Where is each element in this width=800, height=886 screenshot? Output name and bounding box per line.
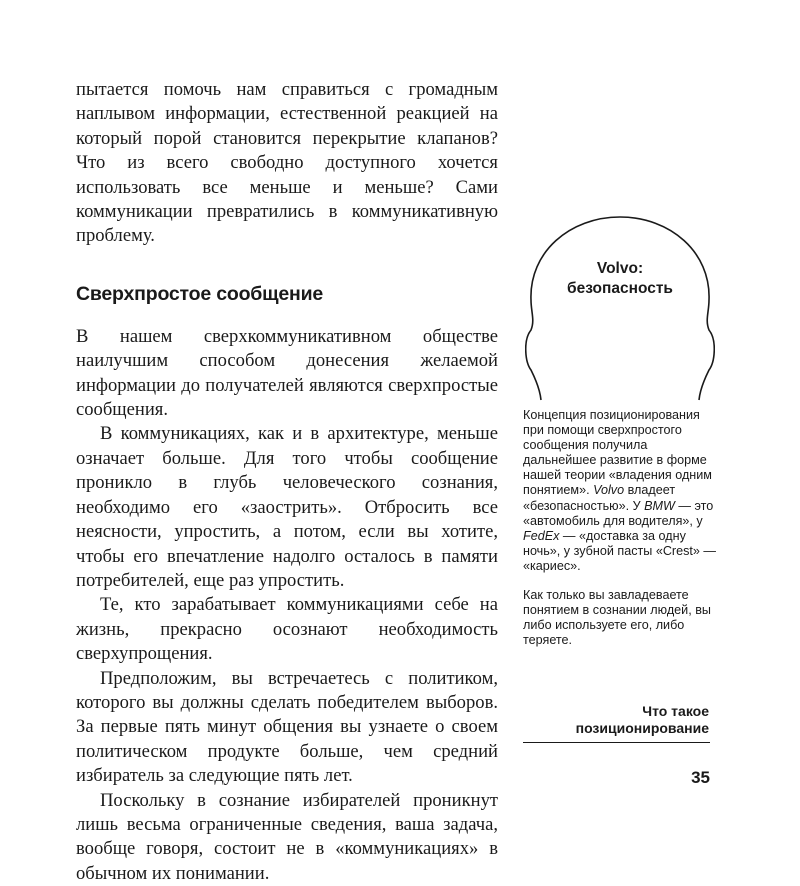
main-text-column [76, 78, 498, 886]
running-section-title [523, 703, 709, 737]
caption-brand-volvo: Volvo [593, 483, 625, 498]
section-title-line: Что такое [642, 703, 709, 719]
head-illustration [525, 212, 715, 402]
section-rule [523, 742, 710, 743]
caption-brand-fedex: FedEx [523, 528, 560, 543]
brand-concept: безопасность [567, 280, 673, 297]
caption-text: владеет «безопасностью». У [523, 483, 676, 513]
head-label [525, 259, 715, 299]
caption-text: — «доставка за одну ночь», у зубной пасты «Crest» — «кариес». [523, 528, 717, 573]
section-heading: Сверхпростое сообщение [76, 282, 324, 305]
caption-paragraph [523, 408, 718, 574]
brand-name: Volvo [596, 260, 638, 277]
head-outline-icon [525, 212, 715, 402]
body-paragraph: В нашем сверхкоммуникативном обществе наилучшим способом донесения желаемой информации до получателей являются сверхпростые сообщения. [76, 325, 498, 421]
body-paragraph: В коммуникациях, как и в архитектуре, меньше означает больше. Для того чтобы сообщение проникло в глубь человеческого сознания, необходимо его «заострить». Отбросить все неясности, упростить, а потом, если вы хотите, чтобы его впечатление надолго осталось в памяти потребителей, еще раз упростить. [76, 423, 498, 591]
body-paragraph: Те, кто зарабатывает коммуникациями себе на жизнь, прекрасно осознают необходимость сверхупрощения. [76, 594, 498, 665]
caption-paragraph: Как только вы завладеваете понятием в сознании людей, вы либо используете его, либо теряете. [523, 588, 711, 648]
sidebar-caption [523, 408, 718, 662]
section-title-line: позиционирование [575, 720, 709, 736]
page-number: 35 [691, 768, 710, 787]
intro-paragraph: пытается помочь нам справиться с громадным наплывом информации, естественной реакцией на который порой становится перекрытие клапанов? Что из всего свободно доступного хочется использовать все меньше и меньше? Сами коммуникации превратились в коммуникативную проблему. [76, 79, 498, 247]
caption-text: Концепция позиционирования при помощи сверхпростого сообщения получила дальнейшее развитие в форме нашей теории «владения одним понятием». [523, 408, 712, 498]
caption-brand-bmw: BMW [644, 498, 675, 513]
brand-colon: : [637, 260, 644, 277]
body-paragraph: Поскольку в сознание избирателей проникнут лишь весьма ограниченные сведения, ваша задача, вообще говоря, состоит не в «коммуникациях» в обычном их понимании. [76, 789, 498, 884]
caption-text: — это «автомобиль для водителя», у [523, 498, 714, 528]
body-paragraph: Предположим, вы встречаетесь с политиком, которого вы должны сделать победителем выборов. За первые пять минут общения вы узнаете о своем политическом продукте больше, чем средний избиратель за следующие пять лет. [76, 667, 498, 787]
